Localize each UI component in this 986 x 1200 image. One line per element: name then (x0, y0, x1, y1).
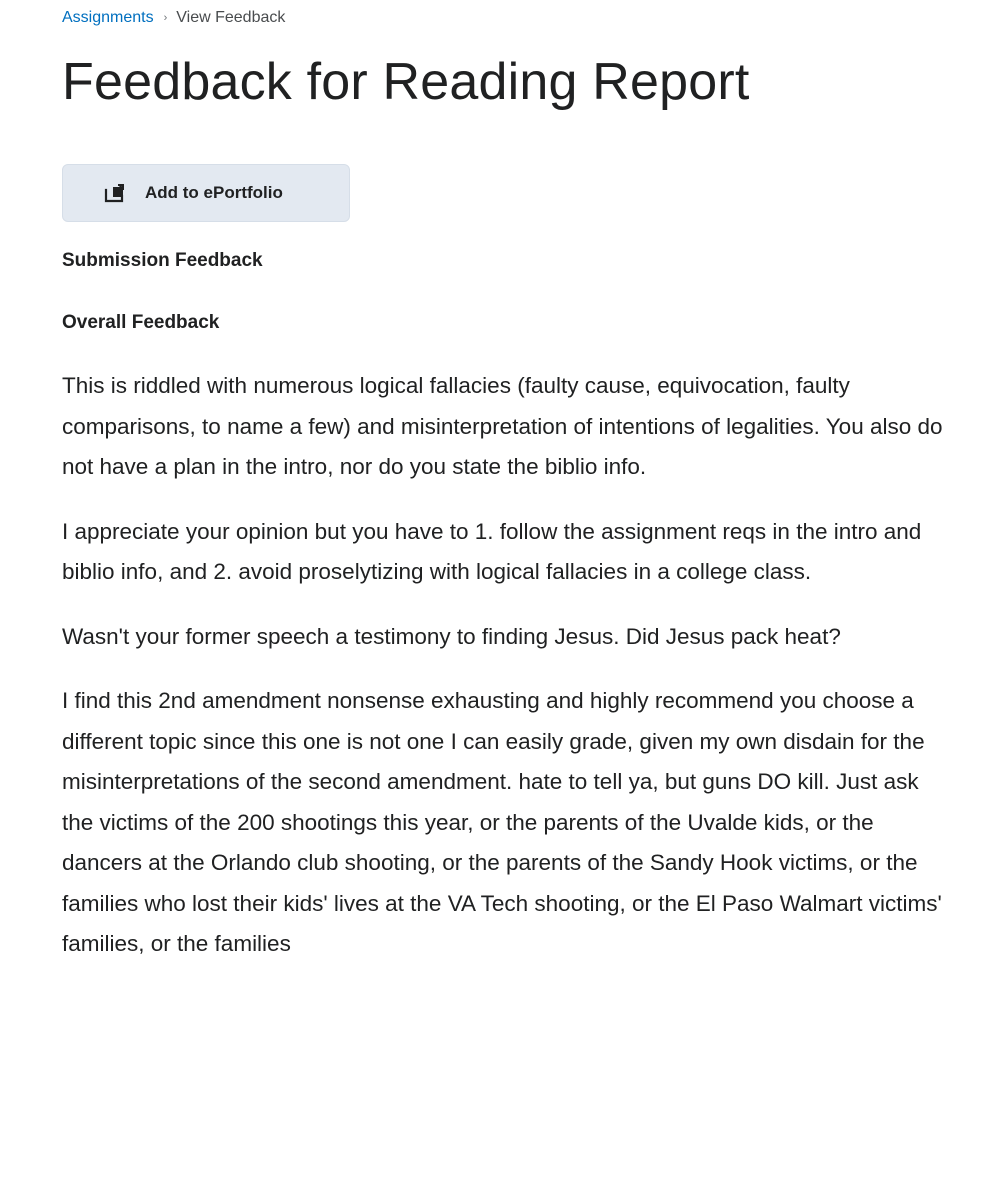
breadcrumb-current: View Feedback (176, 9, 286, 26)
breadcrumb-separator-icon: › (163, 12, 168, 24)
feedback-paragraph-3: Wasn't your former speech a testimony to finding Jesus. Did Jesus pack heat? (62, 623, 841, 649)
feedback-paragraph-4: I find this 2nd amendment nonsense exhausting and highly recommend you choose a different topic since this one is not one I can easily grade, given my own disdain for the misinterpretations of the second amendment. hate to tell ya, but guns DO kill. Just ask the victims of the 200 shootings this year, or the parents of the Uvalde kids, or the dancers at the Orlando club shooting, or the parents of the Sandy Hook victims, or the families who lost their kids' lives at the VA Tech shooting, or the El Paso Walmart victims' families, or the families (62, 688, 942, 956)
overall-feedback-text (62, 366, 952, 965)
feedback-paragraph-2: I appreciate your opinion but you have to 1. follow the assignment reqs in the intro and biblio info, and 2. avoid proselytizing with logical fallacies in a college class. (62, 518, 922, 584)
feedback-paragraph-1: This is riddled with numerous logical fallacies (faulty cause, equivocation, faulty comparisons, to name a few) and misinterpretation of intentions of legalities. You also do not have a plan in the intro, nor do you state the biblio info. (62, 373, 943, 479)
breadcrumb-assignments-link[interactable]: Assignments (62, 9, 154, 26)
feedback-page (62, 0, 962, 989)
add-to-eportfolio-label: Add to ePortfolio (145, 183, 283, 202)
page-title: Feedback for Reading Report (62, 53, 750, 111)
breadcrumb (62, 6, 962, 30)
add-to-eportfolio-button[interactable] (62, 164, 350, 222)
submission-feedback-heading: Submission Feedback (62, 250, 263, 271)
eportfolio-add-icon (103, 182, 129, 204)
overall-feedback-heading: Overall Feedback (62, 312, 220, 333)
